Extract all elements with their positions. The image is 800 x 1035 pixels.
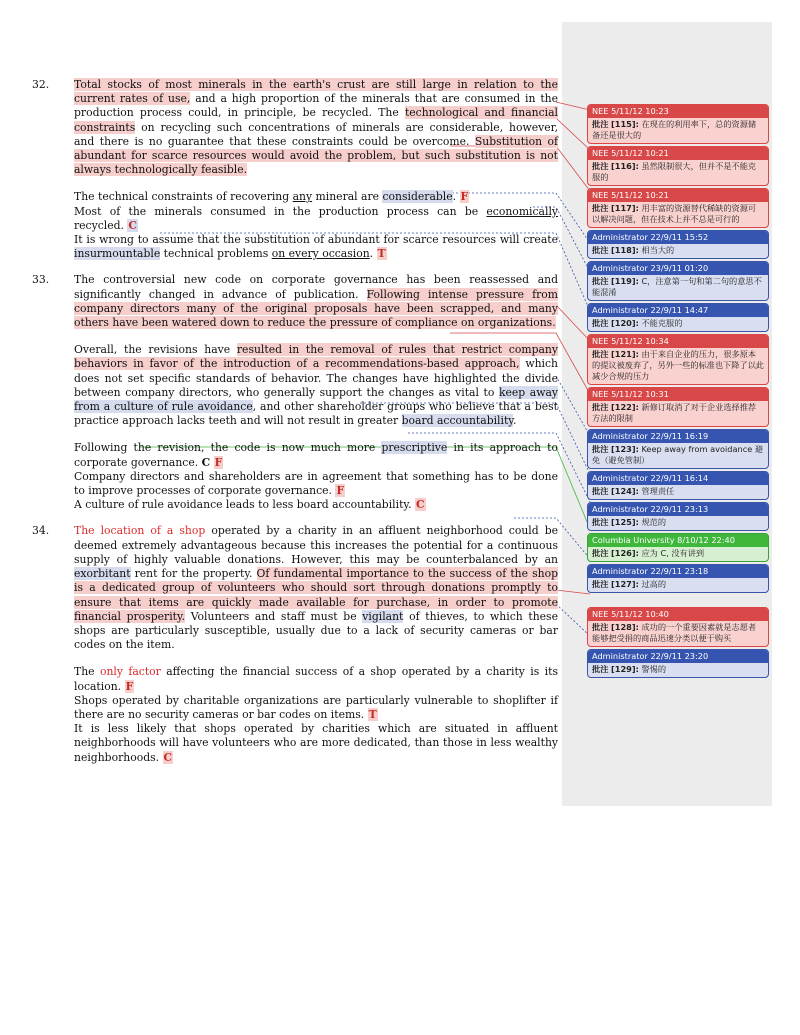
statement: It is less likely that shops operated by charities which are situated in affluent neighborhoods will have volunteers who are more dedicated, than those in less wealthy neighborhoods. C [74, 722, 558, 764]
highlight-120[interactable]: insurmountable [74, 247, 161, 261]
answer-mark: T [377, 247, 386, 261]
statement: A culture of rule avoidance leads to less board accountability. C [74, 498, 425, 512]
highlight-115[interactable]: Total stocks of most minerals in the earth's crust are still large in relation to the current rates of use, [74, 78, 558, 106]
statement: Shops operated by charitable organizations are particularly vulnerable to shoplifter if there are no security cameras or bar codes on items. T [74, 693, 558, 721]
highlight-128[interactable]: Of fundamental importance to the success of the shop is a dedicated group of volunteers who should sort through donations promptly to ensure that items are quickly made available for purchase, in order to promote financial prosperity. [74, 567, 558, 623]
question-33 [32, 273, 558, 512]
passage: Total stocks of most minerals in the earth's crust are still large in relation to the current rates of use, and a high proportion of the minerals that are consumed in the production process could, in principle, be recycled. The technological and financial constraints on recycling such concentrations of minerals are considerable, however, and there is no guarantee that these constraints could be overcome. Substitution of abundant for scarce resources would avoid the problem, but such substitution is not always technologically feasible. [74, 78, 558, 177]
red-text-phrase: The location of a shop [74, 524, 206, 538]
statement: The technical constraints of recovering any mineral are considerable. F [74, 190, 469, 204]
comment-119[interactable]: Administrator 23/9/11 01:20 批注 [119]: C，注意第一句和第二句的意思不能混淆 [587, 261, 769, 301]
highlight-127[interactable]: exorbitant [74, 567, 131, 581]
statement: Following the revision, the code is now much more prescriptive in its approach to corporate governance. C F [74, 441, 558, 469]
comment-124[interactable]: Administrator 22/9/11 16:14 批注 [124]: 管理责任 [587, 471, 769, 500]
comment-120[interactable]: Administrator 22/9/11 14:47 批注 [120]: 不能克服的 [587, 303, 769, 332]
answer-mark: F [460, 190, 469, 204]
statement: Most of the minerals consumed in the production process can be economically recycled. C [74, 204, 558, 232]
question-number: 34. [32, 524, 50, 538]
answer-mark: T [368, 707, 377, 721]
answer-mark: C [201, 455, 211, 469]
highlight-122[interactable]: resulted in the removal of rules that restrict company behaviors in favor of the introduction of a recommendations-based approach, [74, 343, 558, 371]
question-number: 33. [32, 273, 50, 287]
passage: The controversial new code on corporate governance has been reassessed and significantly changed in advance of publication. Following intense pressure from company directors many of the original proposals have been scrapped, and many others have been watered down to reduce the pressure of compliance on organizations. [74, 273, 558, 330]
answer-mark: F [336, 484, 345, 498]
comment-116[interactable]: NEE 5/11/12 10:21 批注 [116]: 虽然限制很大，但并不是不能克服的 [587, 146, 769, 186]
statement: Company directors and shareholders are in agreement that something has to be done to improve processes of corporate governance. F [74, 469, 558, 498]
document-body [32, 78, 558, 777]
comment-126[interactable]: Columbia University 8/10/12 22:40 批注 [126]: 应为 C, 没有讲到 [587, 533, 769, 562]
highlight-116[interactable]: technological and financial constraints [74, 106, 558, 134]
comment-115[interactable]: NEE 5/11/12 10:23 批注 [115]: 在现在的利用率下，总的资源储备还是很大的 [587, 104, 769, 144]
connector-115 [556, 102, 590, 110]
comment-129[interactable]: Administrator 22/9/11 23:20 批注 [129]: 警惕的 [587, 649, 769, 678]
comment-125[interactable]: Administrator 22/9/11 23:13 批注 [125]: 规范的 [587, 502, 769, 531]
highlight-118[interactable]: considerable [382, 190, 453, 204]
comment-118[interactable]: Administrator 22/9/11 15:52 批注 [118]: 相当大的 [587, 230, 769, 259]
comment-122[interactable]: NEE 5/11/12 10:31 批注 [122]: 新修订取消了对于企业选择推荐方法的限制 [587, 387, 769, 427]
question-32 [32, 78, 558, 261]
comment-121[interactable]: NEE 5/11/12 10:34 批注 [121]: 由于来自企业的压力，很多原本的提议被废弃了，另外一些的标准也下降了以此减少合规的压力 [587, 334, 769, 385]
question-34 [32, 524, 558, 764]
answer-mark: F [125, 679, 134, 693]
highlight-123[interactable]: keep away from a culture of rule avoidance [74, 385, 559, 414]
passage: The location of a shop operated by a charity in an affluent neighborhood could be deemed extremely advantageous because this increases the potential for a continuous supply of highly valuable donations. However, this may be counterbalanced by an exorbitant rent for the property. Of fundamental importance to the success of the shop is a dedicated group of volunteers who should sort through donations promptly to ensure that items are quickly made available for purchase, in order to promote financial prosperity. Volunteers and staff must be vigilant of thieves, to which these shops are particularly susceptible, usually due to a lack of security cameras or bar codes on the item. [74, 524, 558, 652]
highlight-121[interactable]: Following intense pressure from company directors many of the original proposals have been scrapped, and many others have been watered down to reduce the pressure of compliance on organizations. [74, 287, 558, 330]
highlight-117[interactable]: Substitution of abundant for scarce resources would avoid the problem, but such substitution is not always technologically feasible. [74, 134, 558, 177]
highlight-129[interactable]: vigilant [362, 609, 404, 623]
comment-128[interactable]: NEE 5/11/12 10:40 批注 [128]: 成功的一个重要因素就是志愿者能够把受捐的商品迅速分类以便于购买 [587, 607, 769, 647]
answer-mark: C [163, 750, 173, 764]
red-text-phrase: only factor [99, 665, 161, 679]
statement: It is wrong to assume that the substitution of abundant for scarce resources will create insurmountable technical problems on every occasion. T [74, 233, 558, 261]
comment-127[interactable]: Administrator 22/9/11 23:18 批注 [127]: 过高的 [587, 564, 769, 593]
answer-mark: C [415, 498, 425, 512]
passage: Overall, the revisions have resulted in the removal of rules that restrict company behaviors in favor of the introduction of a recommendations-based approach, which does not set specific standards of behavior. The changes have highlighted the divide between company directors, who generally support the changes as vital to keep away from a culture of rule avoidance, and other shareholder groups who believe that a best practice approach lacks teeth and will not result in greater board accountability. [74, 343, 559, 428]
comment-123[interactable]: Administrator 22/9/11 16:19 批注 [123]: Keep away from avoidance 避免（避免管制） [587, 429, 769, 469]
comments-panel [587, 104, 769, 680]
statement: The only factor affecting the financial success of a shop operated by a charity is its location. F [74, 665, 559, 693]
highlight-125[interactable]: prescriptive [381, 441, 448, 455]
answer-mark[interactable]: F [214, 455, 223, 469]
highlight-124[interactable]: board accountability [401, 414, 513, 428]
comment-117[interactable]: NEE 5/11/12 10:21 批注 [117]: 用丰富的资源替代稀缺的资源可以解决问题，但在技术上并不总是可行的 [587, 188, 769, 228]
question-number: 32. [32, 78, 50, 91]
answer-mark[interactable]: C [128, 218, 137, 232]
